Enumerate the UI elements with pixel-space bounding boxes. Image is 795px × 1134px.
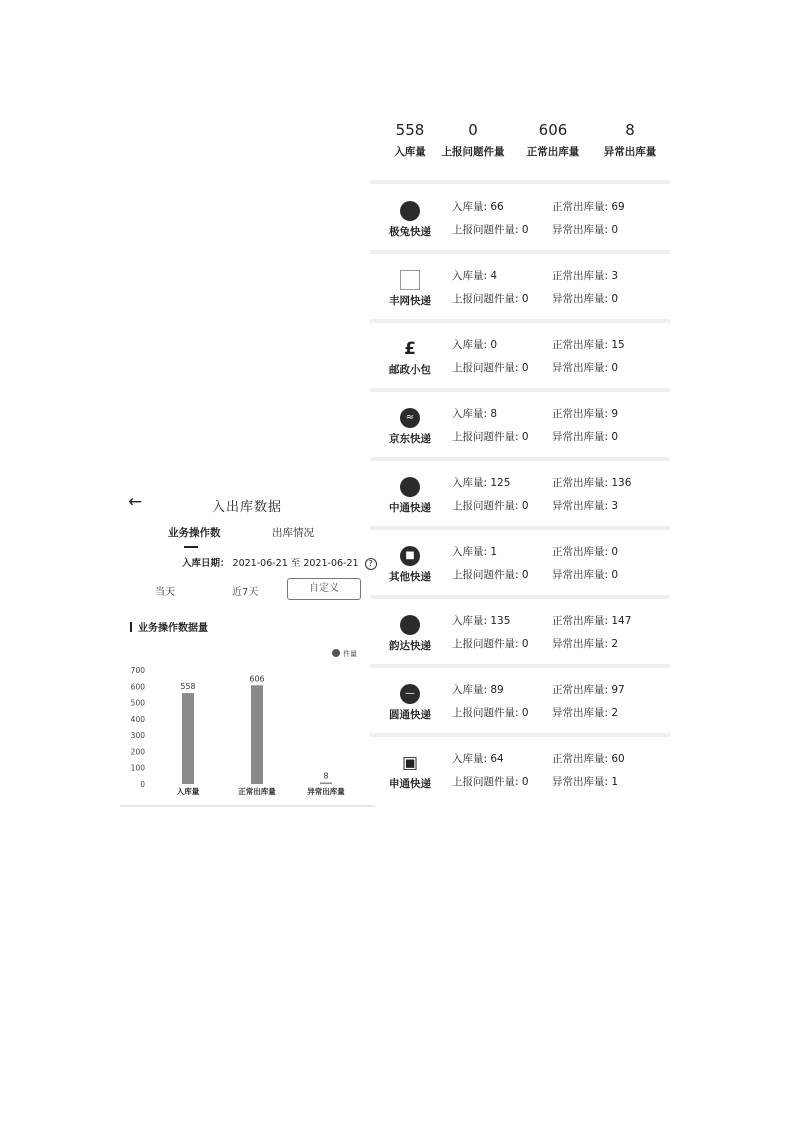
range-7days-button[interactable]: 近7天 xyxy=(232,587,259,598)
section-title: 业务操作数据量 xyxy=(130,619,208,634)
x-tick-label: 异常出库量 xyxy=(307,787,345,796)
normal-outbound-count: 正常出库量: 9 xyxy=(552,408,619,420)
inbound-count: 入库量: 64 xyxy=(452,753,504,765)
reported-count: 上报问题件量: 0 xyxy=(452,362,529,374)
normal-outbound-count: 正常出库量: 147 xyxy=(552,615,632,627)
courier-name: 圆通快递 xyxy=(389,709,431,721)
page-title: 入出库数据 xyxy=(212,500,283,515)
normal-outbound-count: 正常出库量: 15 xyxy=(552,339,625,351)
bar xyxy=(320,783,332,785)
x-tick-label: 正常出库量 xyxy=(238,787,276,796)
x-tick-label: 入库量 xyxy=(176,787,200,796)
reported-count: 上报问题件量: 0 xyxy=(452,776,529,788)
date-separator: 至 xyxy=(290,558,301,569)
y-tick-label: 0 xyxy=(140,780,145,789)
summary-value: 606 xyxy=(538,121,568,139)
other-logo-icon: ■ xyxy=(400,546,420,566)
reported-count: 上报问题件量: 0 xyxy=(452,293,529,305)
date-filter-label: 入库日期： xyxy=(182,558,230,569)
inbound-count: 入库量: 89 xyxy=(452,684,504,696)
courier-list xyxy=(370,185,670,806)
inbound-count: 入库量: 66 xyxy=(452,201,504,213)
courier-name: 极兔快递 xyxy=(389,226,431,238)
courier-card-jitu[interactable] xyxy=(370,185,670,254)
jd-logo-icon: ≈ xyxy=(400,408,420,428)
summary-value: 8 xyxy=(625,121,635,139)
jitu-logo-icon xyxy=(400,201,420,221)
courier-card-yunda[interactable] xyxy=(370,599,670,668)
normal-outbound-count: 正常出库量: 136 xyxy=(552,477,632,489)
summary-stats xyxy=(370,120,670,175)
summary-normal-outbound xyxy=(513,120,593,159)
range-custom-button[interactable]: 自定义 xyxy=(287,578,361,600)
reported-count: 上报问题件量: 0 xyxy=(452,707,529,719)
courier-card-fengwang[interactable] xyxy=(370,254,670,323)
legend-swatch xyxy=(332,649,340,657)
courier-card-other[interactable] xyxy=(370,530,670,599)
bar xyxy=(251,685,263,784)
tab-business-operations[interactable]: 业务操作数 xyxy=(168,527,221,539)
date-start[interactable]: 2021-06-21 xyxy=(232,558,288,569)
inbound-count: 入库量: 135 xyxy=(452,615,511,627)
inbound-count: 入库量: 1 xyxy=(452,546,498,558)
sto-logo-icon: ▣ xyxy=(401,753,419,773)
legend-label: 件量 xyxy=(343,650,357,658)
range-today-button[interactable]: 当天 xyxy=(155,587,175,598)
abnormal-outbound-count: 异常出库量: 2 xyxy=(552,638,619,650)
nav-header xyxy=(120,488,375,518)
normal-outbound-count: 正常出库量: 0 xyxy=(552,546,619,558)
summary-label: 上报问题件量 xyxy=(441,146,505,158)
help-icon[interactable]: ? xyxy=(365,558,377,570)
courier-card-yto[interactable] xyxy=(370,668,670,737)
courier-name: 邮政小包 xyxy=(389,364,431,376)
courier-name: 韵达快递 xyxy=(389,640,431,652)
courier-name: 丰网快递 xyxy=(389,295,431,307)
abnormal-outbound-count: 异常出库量: 0 xyxy=(552,224,619,236)
y-tick-label: 300 xyxy=(130,731,145,741)
reported-count: 上报问题件量: 0 xyxy=(452,431,529,443)
summary-reported-issues xyxy=(433,120,513,159)
y-tick-label: 700 xyxy=(130,666,145,675)
inbound-count: 入库量: 125 xyxy=(452,477,511,489)
operations-bar-chart xyxy=(120,638,375,803)
reported-count: 上报问题件量: 0 xyxy=(452,569,529,581)
summary-label: 入库量 xyxy=(394,146,426,158)
zto-logo-icon xyxy=(400,477,420,497)
range-selector xyxy=(120,578,375,602)
normal-outbound-count: 正常出库量: 60 xyxy=(552,753,625,765)
operations-screen xyxy=(120,488,375,808)
youzheng-logo-icon: £ xyxy=(404,339,416,359)
y-tick-label: 400 xyxy=(130,714,145,724)
divider xyxy=(370,180,670,184)
abnormal-outbound-count: 异常出库量: 0 xyxy=(552,293,619,305)
summary-value: 0 xyxy=(468,121,478,139)
courier-card-youzheng[interactable] xyxy=(370,323,670,392)
tab-outbound-status[interactable]: 出库情况 xyxy=(272,527,314,539)
abnormal-outbound-count: 异常出库量: 0 xyxy=(552,569,619,581)
courier-card-sto[interactable] xyxy=(370,737,670,806)
inbound-count: 入库量: 4 xyxy=(452,270,498,282)
reported-count: 上报问题件量: 0 xyxy=(452,224,529,236)
divider xyxy=(120,805,375,807)
y-tick-label: 200 xyxy=(130,747,145,757)
y-tick-label: 500 xyxy=(130,698,145,708)
arrow-left-icon[interactable]: ← xyxy=(128,492,143,512)
courier-name: 申通快递 xyxy=(389,778,431,790)
reported-count: 上报问题件量: 0 xyxy=(452,500,529,512)
courier-card-zto[interactable] xyxy=(370,461,670,530)
summary-abnormal-outbound xyxy=(590,120,670,159)
abnormal-outbound-count: 异常出库量: 2 xyxy=(552,707,619,719)
date-end[interactable]: 2021-06-21 xyxy=(303,558,359,569)
bar xyxy=(182,693,194,784)
data-label: 8 xyxy=(323,771,329,781)
reported-count: 上报问题件量: 0 xyxy=(452,638,529,650)
courier-name: 其他快递 xyxy=(389,571,431,583)
date-filter xyxy=(182,555,377,570)
abnormal-outbound-count: 异常出库量: 3 xyxy=(552,500,619,512)
summary-label: 正常出库量 xyxy=(526,146,580,158)
data-label: 558 xyxy=(180,682,196,692)
abnormal-outbound-count: 异常出库量: 1 xyxy=(552,776,619,788)
summary-label: 异常出库量 xyxy=(603,146,657,158)
data-label: 606 xyxy=(249,674,265,684)
y-tick-label: 100 xyxy=(130,763,145,773)
yunda-logo-icon xyxy=(400,615,420,635)
normal-outbound-count: 正常出库量: 69 xyxy=(552,201,625,213)
inbound-count: 入库量: 0 xyxy=(452,339,498,351)
courier-name: 京东快递 xyxy=(389,433,431,445)
yto-logo-icon: — xyxy=(400,684,420,704)
courier-card-jd[interactable] xyxy=(370,392,670,461)
normal-outbound-count: 正常出库量: 3 xyxy=(552,270,619,282)
inbound-count: 入库量: 8 xyxy=(452,408,498,420)
abnormal-outbound-count: 异常出库量: 0 xyxy=(552,362,619,374)
fengwang-logo-icon xyxy=(400,270,420,290)
summary-value: 558 xyxy=(395,121,425,139)
y-tick-label: 600 xyxy=(130,682,145,692)
normal-outbound-count: 正常出库量: 97 xyxy=(552,684,625,696)
courier-name: 中通快递 xyxy=(389,502,431,514)
abnormal-outbound-count: 异常出库量: 0 xyxy=(552,431,619,443)
